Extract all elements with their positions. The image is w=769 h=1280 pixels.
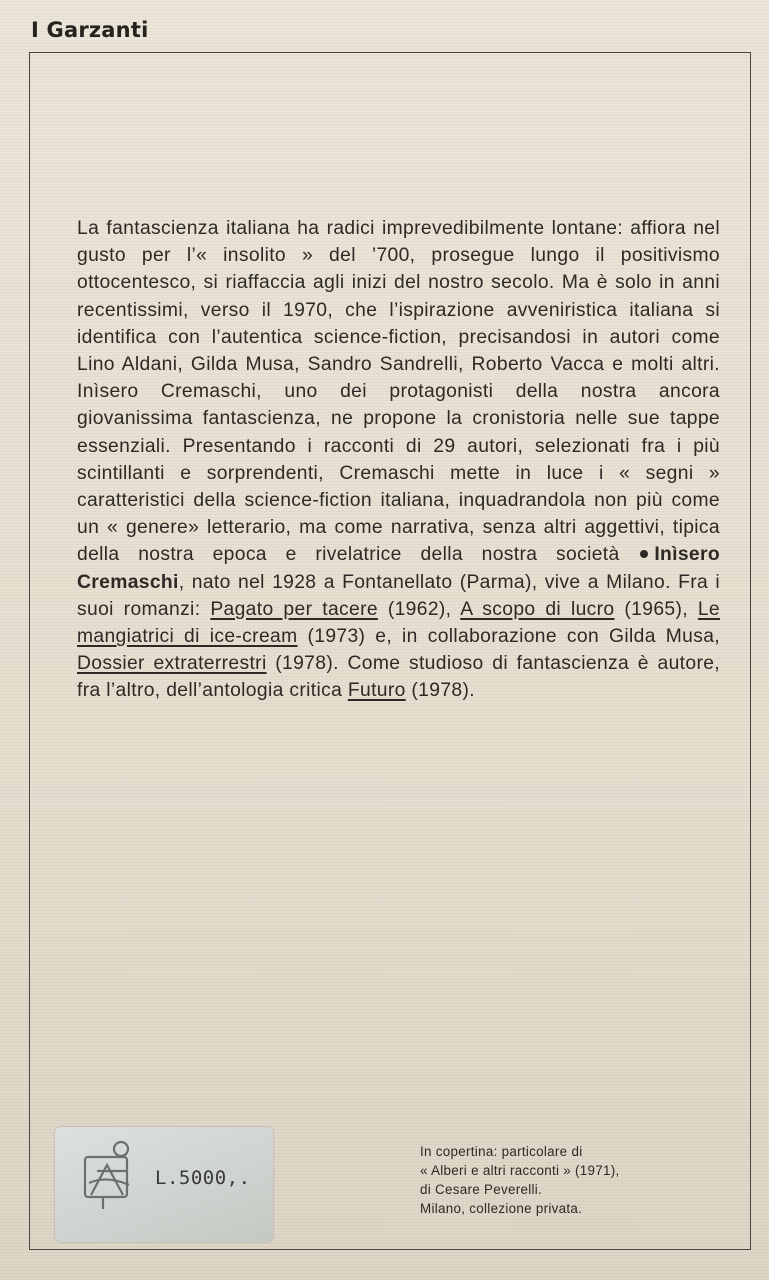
bio-text: (1978).	[405, 680, 475, 702]
credits-line: In copertina: particolare di	[420, 1144, 583, 1159]
book-title: Dossier extraterrestri	[77, 653, 267, 675]
publisher-logo: I Garzanti	[31, 18, 149, 42]
price-label: L.5000,.	[155, 1167, 251, 1189]
blurb-intro: La fantascienza italiana ha radici imprevedibilmente lontane: affiora nel gusto per l’« insolito » del ’700, prosegue lungo il positivismo ottocentesco, si riaffaccia agli inizi del nostro secolo. Ma è solo in anni recentissimi, verso il 1970, che l’ispirazione avveniristica italiana si identifica con l’autentica science-fiction, precisandosi in autori come Lino Aldani, Gilda Musa, Sandro Sandrelli, Roberto Vacca e molti altri. Inìsero Cremaschi, uno dei protagonisti della nostra ancora giovanissima fantascienza, ne propone la cronistoria nelle sue tappe essenziali. Presentando i racconti di 29 autori, selezionati fra i più scintillanti e sorprendenti, Cremaschi mette in luce i « segni » caratteristici della science-fiction italiana, inquadrandola non più come un « genere» letterario, ma come narrativa, senza altri aggettivi, tipica della nostra epoca e rivelatrice della nostra società	[77, 218, 720, 566]
bullet-icon	[640, 550, 648, 558]
credits-line: di Cesare Peverelli.	[420, 1182, 543, 1197]
book-title: Futuro	[347, 680, 406, 702]
book-title: Le mangiatrici di ice-cream	[77, 598, 721, 648]
bookstore-stamp-icon	[77, 1135, 147, 1215]
back-cover-blurb	[77, 215, 720, 705]
bio-text: , nato nel 1928 a Fontanellato (Parma), vive a Milano. Fra i suoi romanzi:	[77, 571, 720, 620]
bio-text: (1973) e, in collaborazione con Gilda Musa,	[297, 626, 721, 648]
book-title: Pagato per tacere	[210, 598, 378, 620]
credits-line: Milano, collezione privata.	[420, 1201, 583, 1216]
book-title: A scopo di lucro	[460, 598, 615, 620]
credits-line: « Alberi e altri racconti » (1971),	[420, 1163, 620, 1178]
price-sticker	[55, 1127, 273, 1242]
author-name: Inìsero Cremaschi	[77, 544, 720, 593]
cover-credits	[420, 1142, 680, 1218]
bio-text: (1965),	[614, 598, 698, 620]
bio-text: (1978). Come studioso di fantascienza è autore, fra l’altro, dell’antologia critica	[77, 653, 720, 702]
bio-text: (1962),	[377, 598, 461, 620]
